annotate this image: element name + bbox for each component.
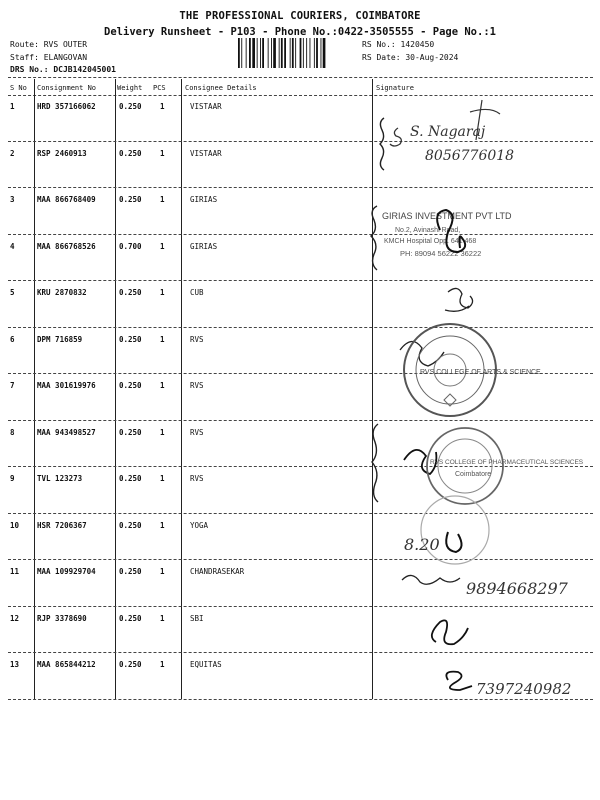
row-consignee: RVS bbox=[190, 474, 204, 483]
row-consignment-no: HRD 357166062 bbox=[37, 102, 96, 111]
row-separator bbox=[8, 652, 593, 653]
row-sno: 2 bbox=[10, 148, 15, 158]
row-sno: 10 bbox=[10, 520, 20, 530]
row-separator bbox=[8, 187, 593, 188]
barcode-bar bbox=[271, 38, 272, 68]
row-pcs: 1 bbox=[160, 148, 165, 158]
row-separator bbox=[8, 466, 593, 467]
barcode-bar bbox=[281, 38, 283, 68]
row-separator bbox=[8, 141, 593, 142]
runsheet-meta-left bbox=[10, 39, 116, 77]
barcode-bar bbox=[273, 38, 276, 68]
girias-stamp-line3: KMCH Hospital Opp. 641 468 bbox=[384, 238, 477, 245]
document-subtitle: Delivery Runsheet - P103 - Phone No.:0422-3505555 - Page No.:1 bbox=[104, 26, 496, 38]
handwritten-name: S. Nagaraj bbox=[410, 124, 486, 140]
pharmacy-stamp-text: RVS COLLEGE OF PHARMACEUTICAL SCIENCES bbox=[430, 459, 584, 466]
col-header-consignment: Consignment No bbox=[37, 84, 97, 92]
row-consignment-no: RJP 3378690 bbox=[37, 613, 87, 623]
row-consignment-no: MAA 943498527 bbox=[37, 427, 96, 437]
signature-rows-8-9 bbox=[372, 424, 584, 564]
row-separator bbox=[8, 699, 593, 700]
signature-row-10 bbox=[404, 532, 462, 554]
col-header-pcs: PCS bbox=[153, 84, 166, 92]
barcode-bar bbox=[321, 38, 322, 68]
header-top-rule bbox=[8, 77, 593, 78]
row-weight: 0.250 bbox=[119, 102, 142, 111]
row-separator bbox=[8, 513, 593, 514]
row-separator bbox=[8, 606, 593, 607]
row-sno: 6 bbox=[10, 334, 15, 344]
barcode-bar bbox=[284, 38, 286, 68]
barcode-bar bbox=[310, 38, 311, 68]
row-pcs: 1 bbox=[160, 613, 165, 623]
row-consignment-no: MAA 866768526 bbox=[37, 241, 96, 251]
barcode-bar bbox=[303, 38, 304, 68]
row-pcs: 1 bbox=[160, 520, 165, 530]
route-text: Route: RVS OUTER bbox=[10, 40, 88, 49]
rs-date: RS Date: 30-Aug-2024 bbox=[362, 52, 459, 62]
row-weight: 0.250 bbox=[119, 567, 142, 576]
row-separator bbox=[8, 327, 593, 328]
barcode bbox=[238, 38, 356, 68]
row-sno: 3 bbox=[10, 195, 15, 204]
handwritten-phone: 8056776018 bbox=[425, 148, 515, 164]
college-round-stamp bbox=[404, 324, 541, 416]
row-pcs: 1 bbox=[160, 660, 165, 669]
row-pcs: 1 bbox=[160, 241, 165, 251]
girias-stamp-phone: PH: 89094 56222 36222 bbox=[400, 249, 482, 258]
row-consignment-no: DPM 716859 bbox=[37, 334, 83, 344]
row-consignment-no: TVL 123273 bbox=[37, 474, 83, 483]
row-consignee: GIRIAS bbox=[190, 241, 218, 251]
col-header-sno: S No bbox=[10, 84, 27, 92]
handwritten-row13: 7397240982 bbox=[476, 680, 572, 698]
row-sno: 5 bbox=[10, 288, 15, 297]
signature-row-12 bbox=[432, 620, 468, 644]
row-weight: 0.250 bbox=[119, 660, 142, 669]
row-consignee: CHANDRASEKAR bbox=[190, 567, 245, 576]
barcode-bar bbox=[257, 38, 258, 68]
row-separator bbox=[8, 234, 593, 235]
row-pcs: 1 bbox=[160, 195, 165, 204]
barcode-bar bbox=[260, 38, 261, 68]
pharmacy-stamp-city: Coimbatore bbox=[455, 471, 492, 478]
row-sno: 13 bbox=[10, 660, 20, 669]
barcode-bar bbox=[279, 38, 280, 68]
row-weight: 0.700 bbox=[119, 241, 142, 251]
barcode-bar bbox=[292, 38, 294, 68]
signature-row-13 bbox=[446, 672, 571, 698]
barcode-bar bbox=[316, 38, 318, 68]
row-pcs: 1 bbox=[160, 474, 165, 483]
row-separator bbox=[8, 559, 593, 560]
runsheet-meta-right bbox=[362, 39, 458, 64]
row-weight: 0.250 bbox=[119, 288, 142, 297]
document-title: THE PROFESSIONAL COURIERS, COIMBATORE bbox=[179, 10, 421, 22]
row-consignee: YOGA bbox=[190, 520, 209, 530]
row-consignee: SBI bbox=[190, 613, 204, 623]
college-stamp-text: RVS COLLEGE OF ARTS & SCIENCE bbox=[420, 369, 541, 376]
row-separator bbox=[8, 280, 593, 281]
handwritten-row11: 9894668297 bbox=[466, 579, 568, 598]
handwritten-row10: 8.20 bbox=[404, 535, 440, 554]
row-weight: 0.250 bbox=[119, 334, 142, 344]
barcode-bar bbox=[290, 38, 291, 68]
row-consignee: VISTAAR bbox=[190, 148, 222, 158]
girias-stamp-line1: GIRIAS INVESTMENT PVT LTD bbox=[382, 211, 512, 221]
col-header-signature: Signature bbox=[376, 84, 414, 92]
barcode-bar bbox=[268, 38, 269, 68]
row-weight: 0.250 bbox=[119, 195, 142, 204]
row-consignee: CUB bbox=[190, 288, 204, 297]
row-pcs: 1 bbox=[160, 427, 165, 437]
row-consignee: RVS bbox=[190, 381, 204, 390]
staff-text: Staff: ELANGOVAN bbox=[10, 52, 88, 62]
row-consignment-no: MAA 866768409 bbox=[37, 195, 96, 204]
drs-number: DRS No.: DCJB142045001 bbox=[10, 65, 116, 74]
row-separator bbox=[8, 373, 593, 374]
row-consignee: EQUITAS bbox=[190, 660, 222, 669]
barcode-bar bbox=[314, 38, 315, 68]
row-consignment-no: KRU 2870832 bbox=[37, 288, 87, 297]
row-consignment-no: MAA 109929704 bbox=[37, 567, 96, 576]
row-weight: 0.250 bbox=[119, 427, 142, 437]
row-weight: 0.250 bbox=[119, 520, 142, 530]
row-consignment-no: MAA 301619976 bbox=[37, 381, 96, 390]
row-consignment-no: MAA 865844212 bbox=[37, 660, 96, 669]
row-pcs: 1 bbox=[160, 567, 165, 576]
col-header-weight: Weight bbox=[117, 84, 143, 92]
row-consignee: GIRIAS bbox=[190, 195, 218, 204]
row-sno: 4 bbox=[10, 241, 15, 251]
row-sno: 11 bbox=[10, 567, 20, 576]
barcode-bar bbox=[238, 38, 240, 68]
barcode-bar bbox=[295, 38, 296, 68]
row-consignment-no: HSR 7206367 bbox=[37, 520, 87, 530]
row-weight: 0.250 bbox=[119, 474, 142, 483]
row-sno: 8 bbox=[10, 427, 15, 437]
row-consignee: VISTAAR bbox=[190, 102, 222, 111]
row-sno: 12 bbox=[10, 613, 20, 623]
row-weight: 0.250 bbox=[119, 381, 142, 390]
barcode-bar bbox=[249, 38, 251, 68]
row-consignee: RVS bbox=[190, 334, 204, 344]
girias-stamp-line2: No.2, Avinashi Road, bbox=[395, 227, 461, 234]
row-sno: 7 bbox=[10, 381, 15, 390]
col-header-consignee: Consignee Details bbox=[185, 84, 257, 92]
rs-number: RS No.: 1420450 bbox=[362, 40, 435, 49]
row-separator bbox=[8, 420, 593, 421]
barcode-bar bbox=[323, 38, 326, 68]
signature-rows-1-2 bbox=[380, 100, 514, 170]
barcode-bar bbox=[241, 38, 242, 68]
barcode-bar bbox=[306, 38, 307, 68]
girias-stamp bbox=[371, 206, 512, 270]
barcode-bar bbox=[252, 38, 255, 68]
row-pcs: 1 bbox=[160, 334, 165, 344]
row-pcs: 1 bbox=[160, 381, 165, 390]
row-consignment-no: RSP 2460913 bbox=[37, 148, 87, 158]
row-weight: 0.250 bbox=[119, 148, 142, 158]
barcode-bar bbox=[246, 38, 247, 68]
barcode-bar bbox=[300, 38, 302, 68]
row-sno: 9 bbox=[10, 474, 15, 483]
header-bottom-rule bbox=[8, 95, 593, 96]
row-sno: 1 bbox=[10, 102, 15, 111]
row-pcs: 1 bbox=[160, 102, 165, 111]
barcode-bar bbox=[262, 38, 264, 68]
row-weight: 0.250 bbox=[119, 613, 142, 623]
row-pcs: 1 bbox=[160, 288, 165, 297]
signature-row-11 bbox=[402, 575, 569, 598]
row-consignee: RVS bbox=[190, 427, 204, 437]
